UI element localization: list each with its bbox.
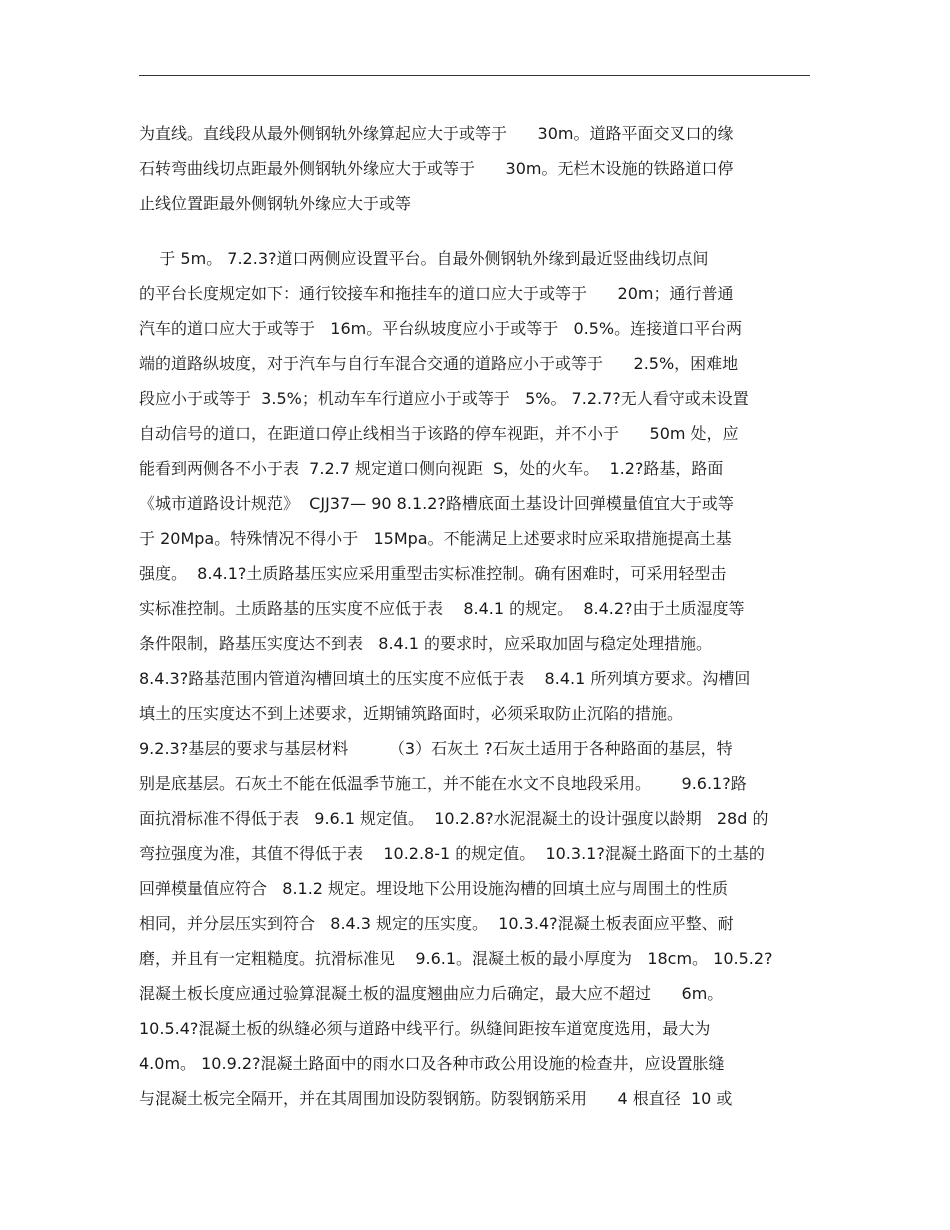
text-line: 的平台长度规定如下：通行铰接车和拖挂车的道口应大于或等于 20m；通行普通: [139, 284, 734, 303]
text-line: 《城市道路设计规范》 CJJ37— 90 8.1.2?路槽底面土基设计回弹模量值宜大于或等: [139, 494, 734, 513]
text-line: 4.0m。 10.9.2?混凝土路面中的雨水口及各种市政公用设施的检查井，应设置胀缝: [139, 1054, 725, 1073]
text-line: 回弹模量值应符合 8.1.2 规定。埋设地下公用设施沟槽的回填土应与周围土的性质: [139, 879, 729, 898]
text-line: 10.5.4?混凝土板的纵缝必须与道路中线平行。纵缝间距按车道宽度选用，最大为: [139, 1019, 711, 1038]
text-line: 于 20Mpa。特殊情况不得小于 15Mpa。不能满足上述要求时应采取措施提高土基: [139, 529, 732, 548]
text-line: 磨，并且有一定粗糙度。抗滑标准见 9.6.1。混凝土板的最小厚度为 18cm。 10.5.2?: [139, 949, 773, 968]
text-line: 止线位置距最外侧钢轨外缘应大于或等: [139, 194, 412, 213]
text-line: 混凝土板长度应通过验算混凝土板的温度翘曲应力后确定，最大应不超过 6m。: [139, 984, 724, 1003]
text-line: 面抗滑标准不得低于表 9.6.1 规定值。 10.2.8?水泥混凝土的设计强度以龄期 28d 的: [139, 809, 769, 828]
text-line: 9.2.3?基层的要求与基层材料 （3）石灰土 ?石灰土适用于各种路面的基层，特: [139, 739, 733, 758]
header-rule: [139, 75, 810, 76]
text-line: 端的道路纵坡度，对于汽车与自行车混合交通的道路应小于或等于 2.5%，困难地: [139, 354, 739, 373]
text-line: 条件限制，路基压实度达不到表 8.4.1 的要求时，应采取加固与稳定处理措施。: [139, 634, 713, 653]
text-line: 实标准控制。土质路基的压实度不应低于表 8.4.1 的规定。 8.4.2?由于土质湿度等: [139, 599, 745, 618]
text-line: 弯拉强度为准，其值不得低于表 10.2.8-1 的规定值。 10.3.1?混凝土路面下的土基的: [139, 844, 765, 863]
text-line: 能看到两侧各不小于表 7.2.7 规定道口侧向视距 S，处的火车。 1.2?路基，路面: [139, 459, 724, 478]
text-line: 自动信号的道口，在距道口停止线相当于该路的停车视距，并不小于 50m 处，应: [139, 424, 739, 443]
text-line: 与混凝土板完全隔开，并在其周围加设防裂钢筋。防裂钢筋采用 4 根直径 10 或: [139, 1089, 733, 1108]
text-line: 为直线。直线段从最外侧钢轨外缘算起应大于或等于 30m。道路平面交叉口的缘: [139, 124, 734, 143]
text-line: 相同，并分层压实到符合 8.4.3 规定的压实度。 10.3.4?混凝土板表面应平整、耐: [139, 914, 734, 933]
text-line: 填土的压实度达不到上述要求，近期铺筑路面时，必须采取防止沉陷的措施。: [139, 704, 684, 723]
text-line: 段应小于或等于 3.5%；机动车车行道应小于或等于 5%。 7.2.7?无人看守或未设置: [139, 389, 749, 408]
text-line: 石转弯曲线切点距最外侧钢轨外缘应大于或等于 30m。无栏木设施的铁路道口停: [139, 159, 734, 178]
text-line: 于 5m。 7.2.3?道口两侧应设置平台。自最外侧钢轨外缘到最近竖曲线切点间: [139, 249, 709, 268]
text-line: 汽车的道口应大于或等于 16m。平台纵坡度应小于或等于 0.5%。连接道口平台两: [139, 319, 743, 338]
text-line: 别是底基层。石灰土不能在低温季节施工，并不能在水文不良地段采用。 9.6.1?路: [139, 774, 747, 793]
text-line: 强度。 8.4.1?土质路基压实应采用重型击实标准控制。确有困难时，可采用轻型击: [139, 564, 727, 583]
text-line: 8.4.3?路基范围内管道沟槽回填土的压实度不应低于表 8.4.1 所列填方要求。沟槽回: [139, 669, 751, 688]
